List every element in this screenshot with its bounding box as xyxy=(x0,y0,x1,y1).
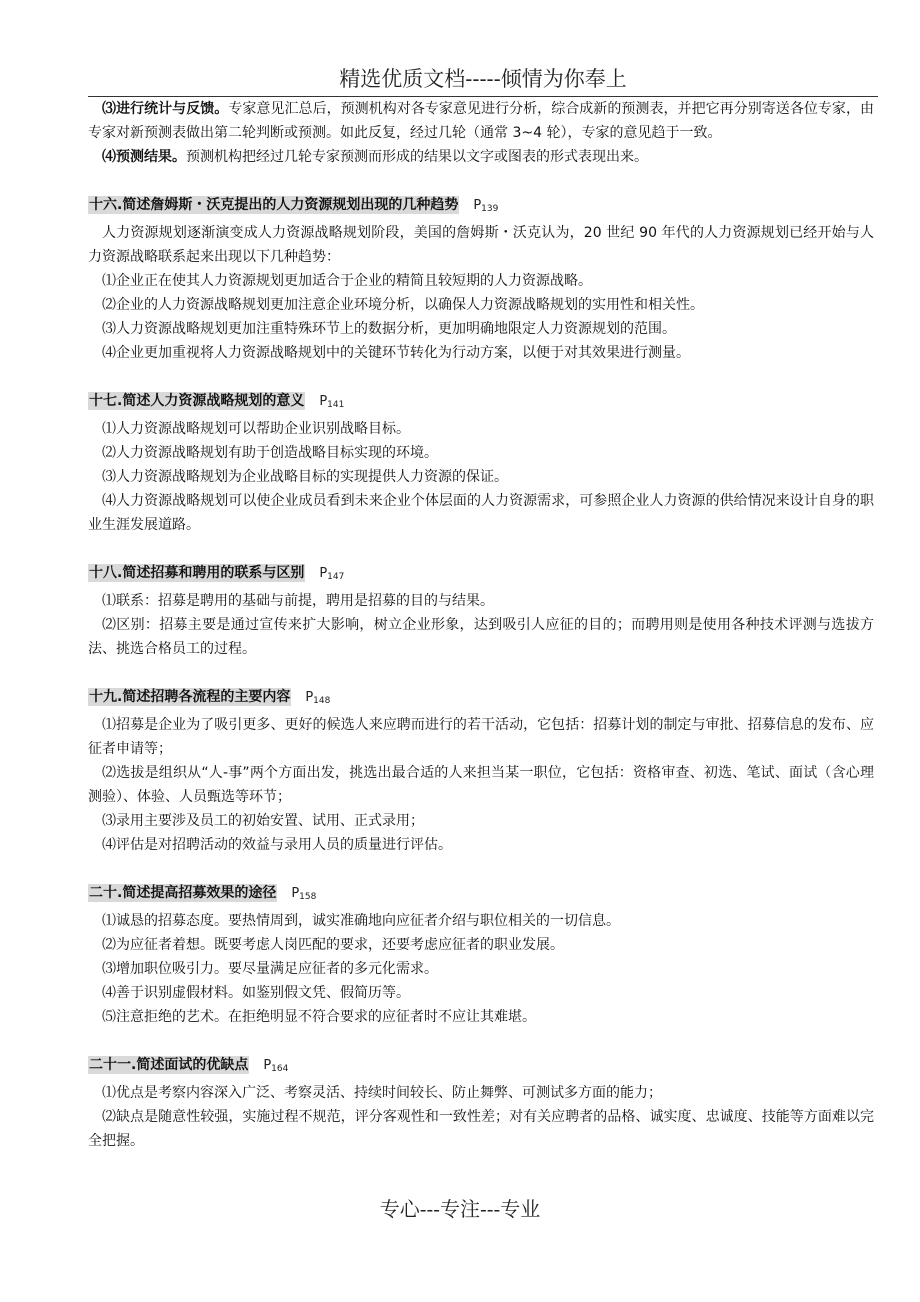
paragraph: ⑴诚恳的招募态度。要热情周到，诚实准确地向应征者介绍与职位相关的一切信息。 xyxy=(102,913,620,929)
section-heading-18 xyxy=(88,561,874,589)
paragraph: ⑴联系：招募是聘用的基础与前提，聘用是招募的目的与结果。 xyxy=(102,593,494,609)
paragraph: ⑶人力资源战略规划为企业战略目标的实现提供人力资源的保证。 xyxy=(102,469,508,485)
section-title: 二十一.简述面试的优缺点 xyxy=(89,1057,249,1073)
spacer xyxy=(88,1029,874,1053)
paragraph: ⑵为应征者着想。既要考虑人岗匹配的要求，还要考虑应征者的职业发展。 xyxy=(102,937,564,953)
paragraph: ⑷企业更加重视将人力资源战略规划中的关键环节转化为行动方案，以便于对其效果进行测量。 xyxy=(102,345,690,361)
paragraph: ⑷善于识别虚假材料。如鉴别假文凭、假简历等。 xyxy=(102,985,410,1001)
paragraph: ⑷评估是对招聘活动的效益与录用人员的质量进行评估。 xyxy=(102,837,452,853)
paragraph: ⑴企业正在使其人力资源规划更加适合于企业的精简且较短期的人力资源战略。 xyxy=(102,273,592,289)
section-title: 十六.简述詹姆斯・沃克提出的人力资源规划出现的几种趋势 xyxy=(89,197,459,213)
paragraph: ⑵选拔是组织从“人-事”两个方面出发，挑选出最合适的人来担当某一职位，它包括：资格审查、初选、笔试、面试（含心理测验）、体验、人员甄选等环节； xyxy=(88,765,874,805)
page-ref: $P_{147}$ xyxy=(319,566,345,582)
page-ref: $P_{148}$ xyxy=(305,690,331,706)
intro-text-2: 预测机构把经过几轮专家预测而形成的结果以文字或图表的形式表现出来。 xyxy=(186,149,648,165)
section-heading-19 xyxy=(88,685,874,713)
intro-lead-2: ⑷预测结果。 xyxy=(102,149,186,165)
page-header: 精选优质文档-----倾情为你奉上 xyxy=(88,64,878,97)
page-footer: 专心---专注---专业 xyxy=(379,1197,541,1221)
paragraph: ⑴人力资源战略规划可以帮助企业识别战略目标。 xyxy=(102,421,410,437)
paragraph: ⑵人力资源战略规划有助于创造战略目标实现的环境。 xyxy=(102,445,438,461)
page-ref: $P_{158}$ xyxy=(291,886,317,902)
document-body xyxy=(88,97,874,1153)
paragraph: ⑵缺点是随意性较强，实施过程不规范，评分客观性和一致性差；对有关应聘者的品格、诚实度、忠诚度、技能等方面难以完全把握。 xyxy=(88,1109,874,1149)
paragraph: ⑴优点是考察内容深入广泛、考察灵活、持续时间较长、防止舞弊、可测试多方面的能力； xyxy=(102,1085,662,1101)
section-heading-17 xyxy=(88,389,874,417)
intro-text-1: 专家意见汇总后，预测机构对各专家意见进行分析，综合成新的预测表，并把它再分别寄送各位专家，由专家对新预测表做出第二轮判断或预测。如此反复，经过几轮（通常 3~4 轮），专家的意见趋于一致。 xyxy=(88,101,875,141)
spacer xyxy=(88,661,874,685)
paragraph: ⑵区别：招募主要是通过宣传来扩大影响，树立企业形象，达到吸引人应征的目的；而聘用则是使用各种技术评测与选拔方法、挑选合格员工的过程。 xyxy=(88,617,874,657)
intro-paragraph-1 xyxy=(88,97,874,145)
page-ref: $P_{141}$ xyxy=(319,394,345,410)
page-ref: $P_{164}$ xyxy=(263,1058,289,1074)
paragraph: ⑶人力资源战略规划更加注重特殊环节上的数据分析，更加明确地限定人力资源规划的范围。 xyxy=(102,321,676,337)
intro-lead-1: ⑶进行统计与反馈。 xyxy=(102,101,229,117)
page-ref: $P_{139}$ xyxy=(473,198,499,214)
intro-paragraph-2 xyxy=(88,145,874,169)
section-title: 二十.简述提高招募效果的途径 xyxy=(89,885,277,901)
paragraph: ⑶录用主要涉及员工的初始安置、试用、正式录用； xyxy=(102,813,424,829)
section-title: 十九.简述招聘各流程的主要内容 xyxy=(89,689,291,705)
section-title: 十八.简述招募和聘用的联系与区别 xyxy=(89,565,305,581)
paragraph: 人力资源规划逐渐演变成人力资源战略规划阶段，美国的詹姆斯・沃克认为，20 世纪 90 年代的人力资源规划已经开始与人力资源战略联系起来出现以下几种趋势： xyxy=(88,225,874,265)
paragraph: ⑸注意拒绝的艺术。在拒绝明显不符合要求的应征者时不应让其难堪。 xyxy=(102,1009,536,1025)
spacer xyxy=(88,169,874,193)
spacer xyxy=(88,365,874,389)
section-heading-16 xyxy=(88,193,874,221)
paragraph: ⑶增加职位吸引力。要尽量满足应征者的多元化需求。 xyxy=(102,961,438,977)
paragraph: ⑷人力资源战略规划可以使企业成员看到未来企业个体层面的人力资源需求，可参照企业人力资源的供给情况来设计自身的职业生涯发展道路。 xyxy=(88,493,874,533)
section-heading-21 xyxy=(88,1053,874,1081)
paragraph: ⑴招募是企业为了吸引更多、更好的候选人来应聘而进行的若干活动，它包括：招募计划的制定与审批、招募信息的发布、应征者申请等； xyxy=(88,717,874,757)
spacer xyxy=(88,537,874,561)
spacer xyxy=(88,857,874,881)
section-heading-20 xyxy=(88,881,874,909)
paragraph: ⑵企业的人力资源战略规划更加注意企业环境分析，以确保人力资源战略规划的实用性和相关性。 xyxy=(102,297,704,313)
section-title: 十七.简述人力资源战略规划的意义 xyxy=(89,393,305,409)
